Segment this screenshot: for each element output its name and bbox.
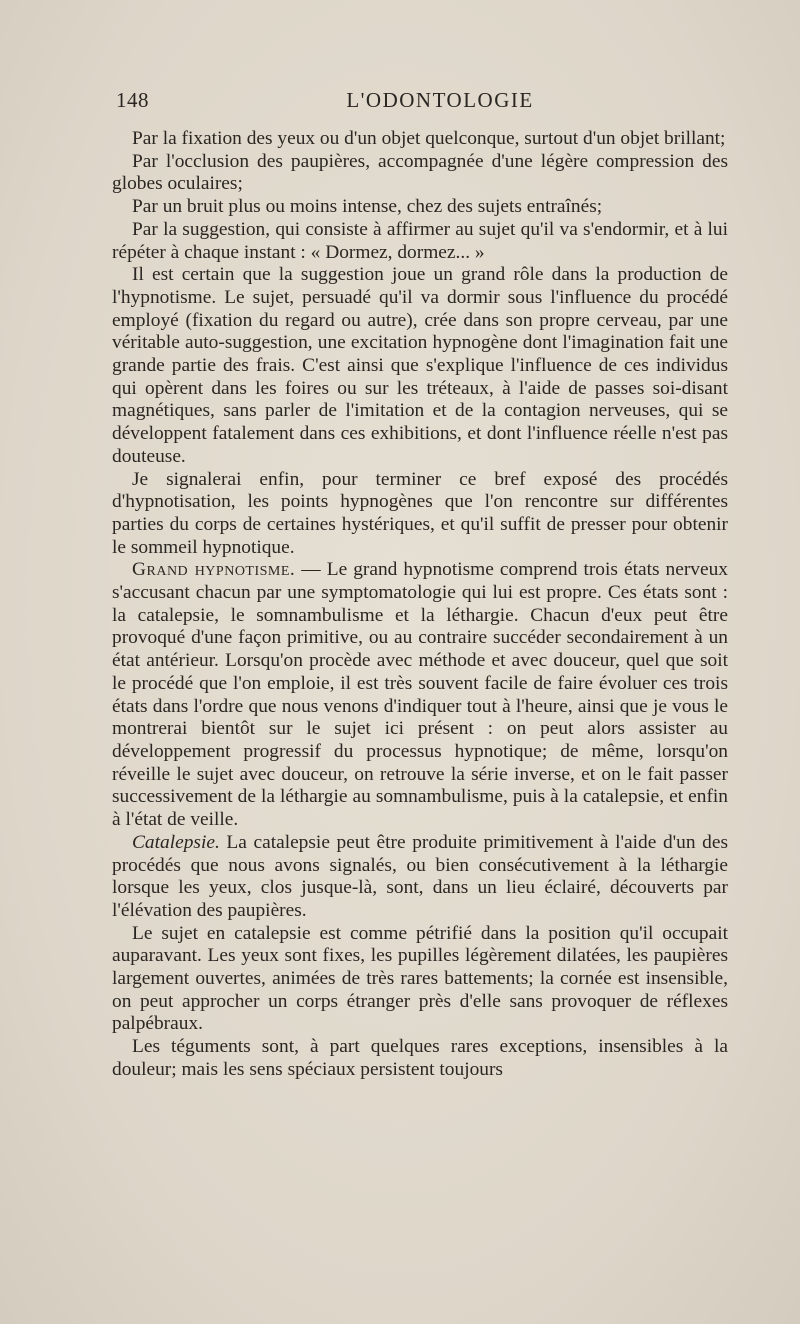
page-header <box>112 88 728 118</box>
running-head: L'ODONTOLOGIE <box>346 88 534 112</box>
body-text <box>112 128 728 1082</box>
section-lead: Catalepsie. <box>132 831 220 853</box>
paragraph: Par un bruit plus ou moins intense, chez des sujets entraînés; <box>132 196 603 218</box>
paragraph: Je signalerai enfin, pour terminer ce bref exposé des procédés d'hypnotisation, les points hypnogènes que l'on rencontre sur différentes parties du corps de certaines hystériques, et qu'il suffit de presser pour obtenir le sommeil hypnotique. <box>112 468 728 558</box>
paragraph-catalepsie: Catalepsie. La catalepsie peut être produite primitivement à l'aide d'un des procédés que nous avons signalés, ou bien consécutivement à la léthargie lorsque les yeux, clos jusque-là, sont, dans un lieu éclairé, découverts par l'élévation des paupières. <box>112 831 728 921</box>
paragraph: Par l'occlusion des paupières, accompagnée d'une légère compression des globes oculaires; <box>112 150 728 195</box>
page-number: 148 <box>116 88 149 112</box>
paragraph-grand-hypnotisme: Grand hypnotisme. — Le grand hypnotisme comprend trois états nerveux s'accusant chacun par une symptomatologie qui lui est propre. Ces états sont : la catalepsie, le somnambulisme et la léthargie. Chacun d'eux peut être provoqué d'une façon primitive, ou au contraire succéder secondairement à un état antérieur. Lorsqu'on procède avec méthode et avec douceur, quel que soit le procédé que l'on emploie, il est très souvent facile de faire évoluer ces trois états dans l'ordre que nous venons d'indiquer tout à l'heure, ainsi que je vous le montrerai bientôt sur le sujet ici présent : on peut alors assister au développement progressif du processus hypnotique; de même, lorsqu'on réveille le sujet avec douceur, on retrouve la série inverse, et on le fait passer successivement de la léthargie au somnambulisme, puis à la catalepsie, et enfin à l'état de veille. <box>112 559 728 831</box>
paragraph: Il est certain que la suggestion joue un grand rôle dans la production de l'hypnotisme. Le sujet, persuadé qu'il va dormir sous l'influence du procédé employé (fixation du regard ou autre), crée dans son propre cerveau, par une véritable auto-suggestion, une excitation hypnogène dont l'imagination fait une grande partie des frais. C'est ainsi que s'explique l'influence de ces individus qui opèrent dans les foires ou sur les tréteaux, à l'aide de passes soi-disant magnétiques, sans parler de l'imitation et de la contagion nerveuses, qui se développent fatalement dans ces exhibitions, et dont l'influence réelle n'est pas douteuse. <box>112 264 728 467</box>
paragraph: Par la fixation des yeux ou d'un objet quelconque, surtout d'un objet brillant; <box>132 128 726 149</box>
paragraph: Par la suggestion, qui consiste à affirmer au sujet qu'il va s'endormir, et à lui répéter à chaque instant : « Dormez, dormez... » <box>112 218 728 263</box>
section-lead: Grand hypnotisme. <box>132 559 296 581</box>
paragraph: Le sujet en catalepsie est comme pétrifié dans la position qu'il occupait auparavant. Les yeux sont fixes, les pupilles légèrement dilatées, les paupières largement ouvertes, animées de très rares battements; la cornée est insensible, on peut approcher un corps étranger près d'elle sans provoquer de réflexes palpébraux. <box>112 922 728 1035</box>
paragraph: Les téguments sont, à part quelques rares exceptions, insensibles à la douleur; mais les sens spéciaux persistent toujours <box>112 1036 728 1080</box>
